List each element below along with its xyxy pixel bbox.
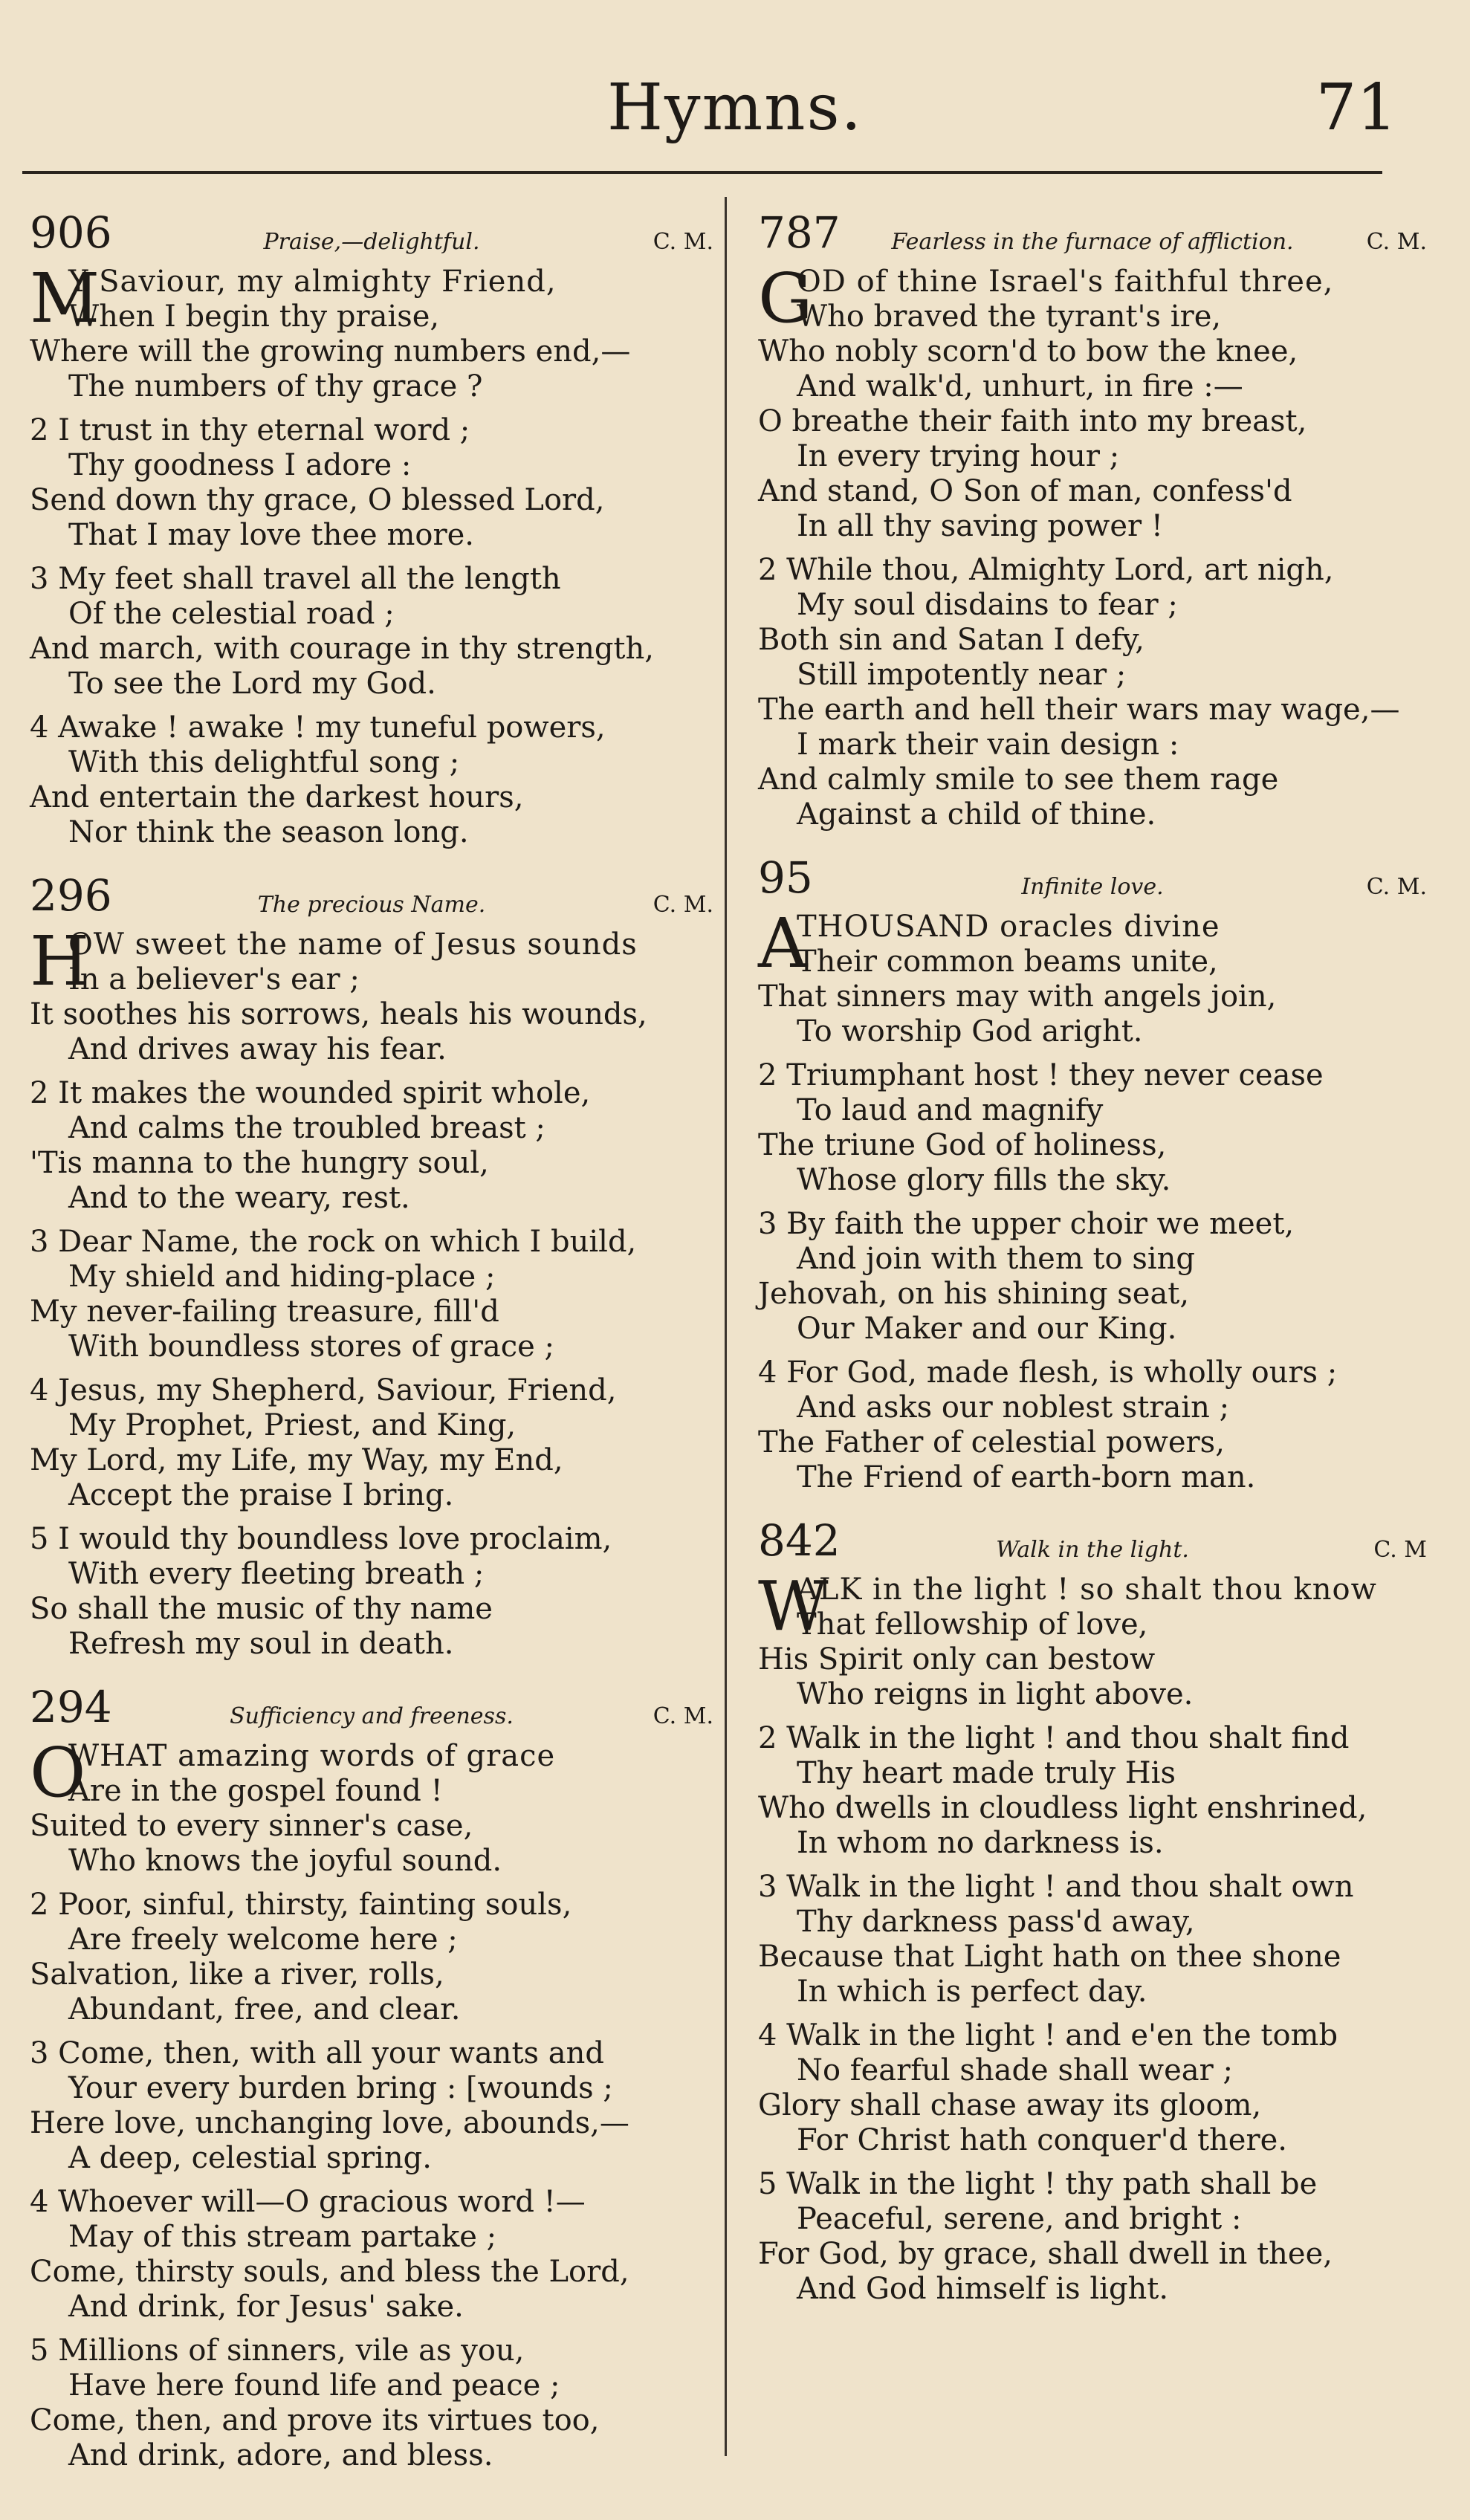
drop-cap: H [30,921,90,1001]
verse-line: 2 While thou, Almighty Lord, art nigh, [758,553,1334,587]
verse-line: Nor think the season long. [68,815,469,849]
verse-line: The numbers of thy grace ? [68,369,483,404]
verse-line: 5 I would thy boundless love proclaim, [30,1522,612,1556]
verse [758,1207,1427,1347]
right-column [758,201,1427,2320]
verse-line: To see the Lord my God. [68,667,436,701]
verse-line: And join with them to sing [797,1242,1196,1276]
drop-cap: O [30,1733,86,1813]
hymn-header [30,201,713,265]
verse [30,562,713,702]
verse [758,1058,1427,1198]
verse-line: 4 Walk in the light ! and e'en the tomb [758,2018,1338,2053]
verse-line: Peaceful, serene, and bright : [797,2202,1242,2236]
verse-line: 4 Jesus, my Shepherd, Saviour, Friend, [30,1373,617,1408]
first-line-rest: OD of thine Israel's faithful three, [797,265,1334,299]
verse-line: Thy goodness I adore : [68,448,412,482]
verse-line: 5 Walk in the light ! thy path shall be [758,2167,1318,2201]
verse-line: And asks our noblest strain ; [797,1390,1230,1425]
verse-line: Our Maker and our King. [797,1312,1177,1346]
verse-line: I mark their vain design : [797,728,1179,762]
verse [758,1355,1427,1495]
verse-line: For God, by grace, shall dwell in thee, [758,2237,1333,2271]
verse [30,710,713,850]
verse-line: My Lord, my Life, my Way, my End, [30,1443,563,1477]
verse-line: That fellowship of love, [797,1607,1148,1642]
verse-line: In all thy saving power ! [797,509,1163,543]
verse-line: Abundant, free, and clear. [68,1992,461,2027]
verse-line: Thy darkness pass'd away, [797,1905,1195,1939]
hymn-number: 296 [30,870,112,921]
hymn-header [30,1675,713,1739]
verse-line: And stand, O Son of man, confess'd [758,474,1292,508]
hymn-meter: C. M. [1366,874,1427,900]
verse-line: In whom no darkness is. [797,1826,1164,1860]
verse [758,1721,1427,1861]
left-column [30,201,713,2487]
hymn-meter: C. M [1373,1537,1427,1563]
hymn-meter: C. M. [1366,229,1427,255]
verse-line: When I begin thy praise, [68,299,440,334]
verse-line: 3 By faith the upper choir we meet, [758,1207,1295,1241]
verse-line: In a believer's ear ; [68,962,360,997]
verse-line: Are in the gospel found ! [68,1774,443,1808]
verse-line: It soothes his sorrows, heals his wounds, [30,997,647,1031]
hymn-296 [30,864,713,1662]
verse-line: 2 Triumphant host ! they never cease [758,1058,1324,1092]
verse-line: Who reigns in light above. [797,1677,1194,1711]
verse [30,259,713,404]
verse-line: Whose glory fills the sky. [797,1163,1171,1197]
hymn-title: Fearless in the furnace of affliction. [891,229,1294,255]
verse-line: Who knows the joyful sound. [68,1844,502,1878]
verse-line: His Spirit only can bestow [758,1642,1156,1677]
verse-line: Refresh my soul in death. [68,1627,454,1661]
hymn-906 [30,201,713,850]
verse-line: Accept the praise I bring. [68,1478,454,1512]
verse-line: Who nobly scorn'd to bow the knee, [758,334,1298,369]
hymn-title: Sufficiency and freeness. [230,1703,514,1729]
verse [30,2036,713,2176]
hymn-header [758,846,1427,910]
verse-line: Come, thirsty souls, and bless the Lord, [30,2255,629,2289]
hymn-meter: C. M. [653,892,713,918]
verse [758,1870,1427,2009]
verse [758,1567,1427,1712]
verse-line: To worship God aright. [797,1014,1143,1049]
first-line-rest: Y Saviour, my almighty Friend, [68,265,557,299]
verse-line: And drives away his fear. [68,1032,447,1066]
verse [30,413,713,553]
verse-line: My shield and hiding-place ; [68,1260,496,1294]
verse-line: And drink, for Jesus' sake. [68,2290,464,2324]
verse-line: My soul disdains to fear ; [797,588,1178,622]
verse-line: And march, with courage in thy strength, [30,632,654,666]
verse-line: The triune God of holiness, [758,1128,1167,1162]
verse [758,904,1427,1049]
header-rule [22,171,1382,174]
verse-line: Suited to every sinner's case, [30,1809,473,1843]
verse-line: Here love, unchanging love, abounds,— [30,2106,629,2140]
verse-line: 2 It makes the wounded spirit whole, [30,1076,591,1110]
verse-line: That I may love thee more. [68,518,474,552]
drop-cap: G [758,259,813,338]
verse-line: 4 Awake ! awake ! my tuneful powers, [30,710,606,745]
hymn-number: 95 [758,852,813,903]
verse-line: Still impotently near ; [797,658,1127,692]
first-line-rest: WHAT amazing words of grace [68,1739,556,1773]
verse-line: 2 Poor, sinful, thirsty, fainting souls, [30,1888,572,1922]
first-line-rest: ALK in the light ! so shalt thou know [797,1572,1377,1607]
verse-line: 2 I trust in thy eternal word ; [30,413,470,447]
hymn-meter: C. M. [653,1703,713,1729]
verse [30,1076,713,1216]
verse-line: The Friend of earth-born man. [797,1460,1256,1494]
verse-line: The earth and hell their wars may wage,— [758,693,1400,727]
verse-line: 3 Walk in the light ! and thou shalt own [758,1870,1354,1904]
verse-line: Are freely welcome here ; [68,1923,458,1957]
verse-line: And calmly smile to see them rage [758,762,1279,797]
verse [758,2018,1427,2158]
verse [30,2333,713,2473]
hymn-842 [758,1509,1427,2307]
verse-line: With every fleeting breath ; [68,1557,485,1591]
verse-line: My never-failing treasure, fill'd [30,1295,499,1329]
verse-line: Jehovah, on his shining seat, [758,1277,1190,1311]
verse-line: Both sin and Satan I defy, [758,623,1144,657]
verse-line: To laud and magnify [797,1093,1104,1127]
verse-line: In which is perfect day. [797,1975,1147,2009]
verse [758,2167,1427,2307]
verse-line: And entertain the darkest hours, [30,780,524,814]
verse-line: A deep, celestial spring. [68,2141,433,2175]
verse-line: Who braved the tyrant's ire, [797,299,1222,334]
verse-line: And God himself is light. [797,2272,1169,2306]
verse-line: With this delightful song ; [68,745,460,780]
verse-line: 4 Whoever will—O gracious word !— [30,2185,586,2219]
hymn-number: 294 [30,1682,112,1732]
verse-line: Send down thy grace, O blessed Lord, [30,483,605,517]
verse-line: Come, then, and prove its virtues too, [30,2403,600,2438]
verse-line: The Father of celestial powers, [758,1425,1225,1460]
hymn-number: 787 [758,207,841,258]
verse-line: And calms the troubled breast ; [68,1111,545,1145]
verse-line: Against a child of thine. [797,797,1156,832]
verse-line: Where will the growing numbers end,— [30,334,631,369]
verse [30,1225,713,1364]
hymn-header [30,864,713,927]
verse [30,1888,713,2027]
verse-line: Because that Light hath on thee shone [758,1940,1341,1974]
hymn-number: 906 [30,207,112,258]
hymn-header [758,201,1427,265]
hymn-294 [30,1675,713,2473]
verse [30,1733,713,1879]
verse-line: 5 Millions of sinners, vile as you, [30,2333,525,2368]
hymn-95 [758,846,1427,1495]
first-line-rest: THOUSAND oracles divine [797,910,1220,944]
verse [30,2185,713,2325]
verse [30,921,713,1067]
verse-line: No fearful shade shall wear ; [797,2053,1233,2087]
hymn-header [758,1509,1427,1572]
hymn-title: The precious Name. [257,892,486,918]
hymn-787 [758,201,1427,832]
verse-line: For Christ hath conquer'd there. [797,2123,1287,2157]
drop-cap: W [758,1567,829,1646]
verse-line: 4 For God, made flesh, is wholly ours ; [758,1355,1338,1390]
running-title: Hymns. [607,71,863,145]
verse-line: Salvation, like a river, rolls, [30,1957,444,1992]
verse-line: May of this stream partake ; [68,2220,497,2254]
verse-line: Who dwells in cloudless light enshrined, [758,1791,1367,1825]
hymn-title: Praise,—delightful. [263,229,480,255]
verse-line: Their common beams unite, [797,945,1218,979]
verse-line: Have here found life and peace ; [68,2368,560,2403]
verse-line: 3 My feet shall travel all the length [30,562,561,596]
verse-line: And drink, adore, and bless. [68,2438,493,2472]
page-number: 71 [1315,71,1397,145]
column-divider [725,197,727,2456]
verse-line: Glory shall chase away its gloom, [758,2088,1262,2122]
verse-line: Of the celestial road ; [68,597,395,631]
verse-line: 2 Walk in the light ! and thou shalt find [758,1721,1350,1755]
verse-line: O breathe their faith into my breast, [758,404,1307,438]
verse-line: Your every burden bring : [wounds ; [68,2071,613,2105]
verse-line: So shall the music of thy name [30,1592,493,1626]
hymn-number: 842 [758,1515,841,1566]
verse [758,259,1427,544]
first-line-rest: OW sweet the name of Jesus sounds [68,927,638,962]
verse-line: Thy heart made truly His [797,1756,1176,1790]
drop-cap: M [30,259,100,338]
verse-line: And to the weary, rest. [68,1181,410,1215]
verse [758,553,1427,832]
verse-line: In every trying hour ; [797,439,1120,473]
hymn-title: Infinite love. [1021,874,1164,900]
verse [30,1373,713,1513]
verse-line: 3 Dear Name, the rock on which I build, [30,1225,637,1259]
verse [30,1522,713,1662]
verse-line: My Prophet, Priest, and King, [68,1408,517,1442]
verse-line: That sinners may with angels join, [758,979,1277,1014]
hymn-title: Walk in the light. [996,1537,1189,1563]
hymn-meter: C. M. [653,229,713,255]
verse-line: 'Tis manna to the hungry soul, [30,1146,489,1180]
verse-line: 3 Come, then, with all your wants and [30,2036,604,2070]
verse-line: With boundless stores of grace ; [68,1329,554,1364]
drop-cap: A [758,904,808,983]
verse-line: And walk'd, unhurt, in fire :— [797,369,1243,404]
